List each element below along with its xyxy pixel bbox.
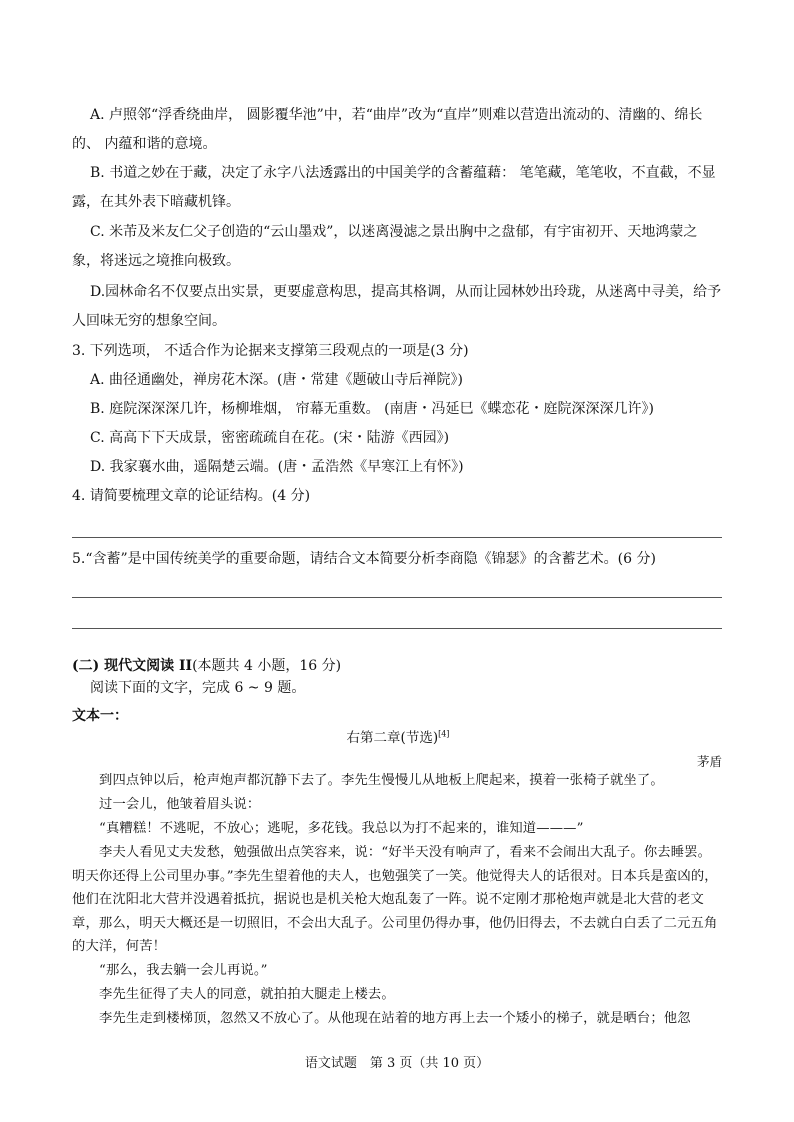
story-paragraph: 到四点钟以后，枪声炮声都沉静下去了。李先生慢慢儿从地板上爬起来，摸着一张椅子就坐了。 [99, 773, 664, 788]
page-footer: 语文试题 第 3 页（共 10 页） [304, 1056, 490, 1071]
option-2c: C. 米芾及米友仁父子创造的“云山墨戏”，以迷离漫滤之景出胸中之盘郁，有宇宙初开、天地鸿蒙之象，将迷远之境推向极致。 [72, 224, 698, 269]
question-4: 4. 请简要梳理文章的论证结构。(4 分) [72, 488, 311, 504]
footnote-mark: [4] [438, 729, 450, 739]
answer-line[interactable] [72, 537, 722, 538]
text-label: 文本一： [72, 708, 128, 724]
story-paragraph: “那么，我去躺一会儿再说。” [99, 963, 268, 978]
section-title: (二) 现代文阅读 II [72, 658, 193, 674]
story-paragraph: 过一会儿，他皱着眉头说： [99, 797, 261, 812]
story-title-line [72, 726, 724, 746]
section-meta: (本题共 4 小题，16 分) [192, 658, 342, 674]
story-title: 右第二章(节选) [346, 730, 439, 746]
option-2d: D.园林命名不仅要点出实景，更要虚意构思，提高其格调，从而让园林妙出玲珑，从迷离中寻美，给予人回味无穷的想象空间。 [72, 284, 722, 329]
story-paragraph: “真糟糕！不逃呢，不放心；逃呢，多花钱。我总以为打不起来的，谁知道———” [99, 821, 584, 836]
section-instruction: 阅读下面的文字，完成 6 ~ 9 题。 [90, 680, 306, 696]
option-3d: D. 我家襄水曲，遥隔楚云端。(唐・孟浩然《早寒江上有怀》) [90, 459, 464, 475]
option-3b: B. 庭院深深深几许，杨柳堆烟， 帘幕无重数。 (南唐・冯延巳《蝶恋花・庭院深深深几许》) [90, 401, 655, 417]
question-3-stem: 3. 下列选项， 不适合作为论据来支撑第三段观点的一项是(3 分) [72, 343, 469, 359]
question-5: 5.“含蓄”是中国传统美学的重要命题，请结合文本简要分析李商隐《锦瑟》的含蓄艺术。(6 分) [72, 551, 656, 567]
option-3a: A. 曲径通幽处，禅房花木深。(唐・常建《题破山寺后禅院》) [90, 372, 463, 388]
answer-line[interactable] [72, 628, 722, 629]
story-paragraph: 李先生走到楼梯顶，忽然又不放心了。从他现在站着的地方再上去一个矮小的梯子，就是晒台；他忽 [99, 1011, 691, 1026]
story-paragraph: 李先生征得了夫人的同意，就拍拍大腿走上楼去。 [99, 987, 395, 1002]
answer-line[interactable] [72, 597, 722, 598]
section-heading [72, 656, 341, 676]
story-author: 茅盾 [696, 754, 722, 769]
option-2b: B. 书道之妙在于藏，决定了永字八法透露出的中国美学的含蓄蕴藉： 笔笔藏，笔笔收，不直截，不显露，在其外表下暗藏机锋。 [72, 165, 716, 210]
option-3c: C. 高高下下天成景，密密疏疏自在花。(宋・陆游《西园》) [90, 430, 450, 446]
story-paragraph: 李夫人看见丈夫发愁，勉强做出点笑容来，说：“好半天没有响声了，看来不会闹出大乱子。你去睡罢。明天你还得上公司里办事。”李先生望着他的夫人，也勉强笑了一笑。他觉得夫人的话很对。日本兵是蛮凶的，他们在沈阳北大营并没遇着抵抗，据说也是机关枪大炮乱轰了一阵。说不定刚才那枪炮声就是北大营的老文章，那么，明天大概还是一切照旧，不会出大乱子。公司里仍得办事，他仍旧得去，不去就白白丢了二元五角的大洋，何苦！ [72, 845, 718, 954]
option-2a: A. 卢照邻“浮香绕曲岸， 圆影覆华池”中，若“曲岸”改为“直岸”则难以营造出流动的、清幽的、绵长的、 内蕴和谐的意境。 [72, 107, 703, 152]
